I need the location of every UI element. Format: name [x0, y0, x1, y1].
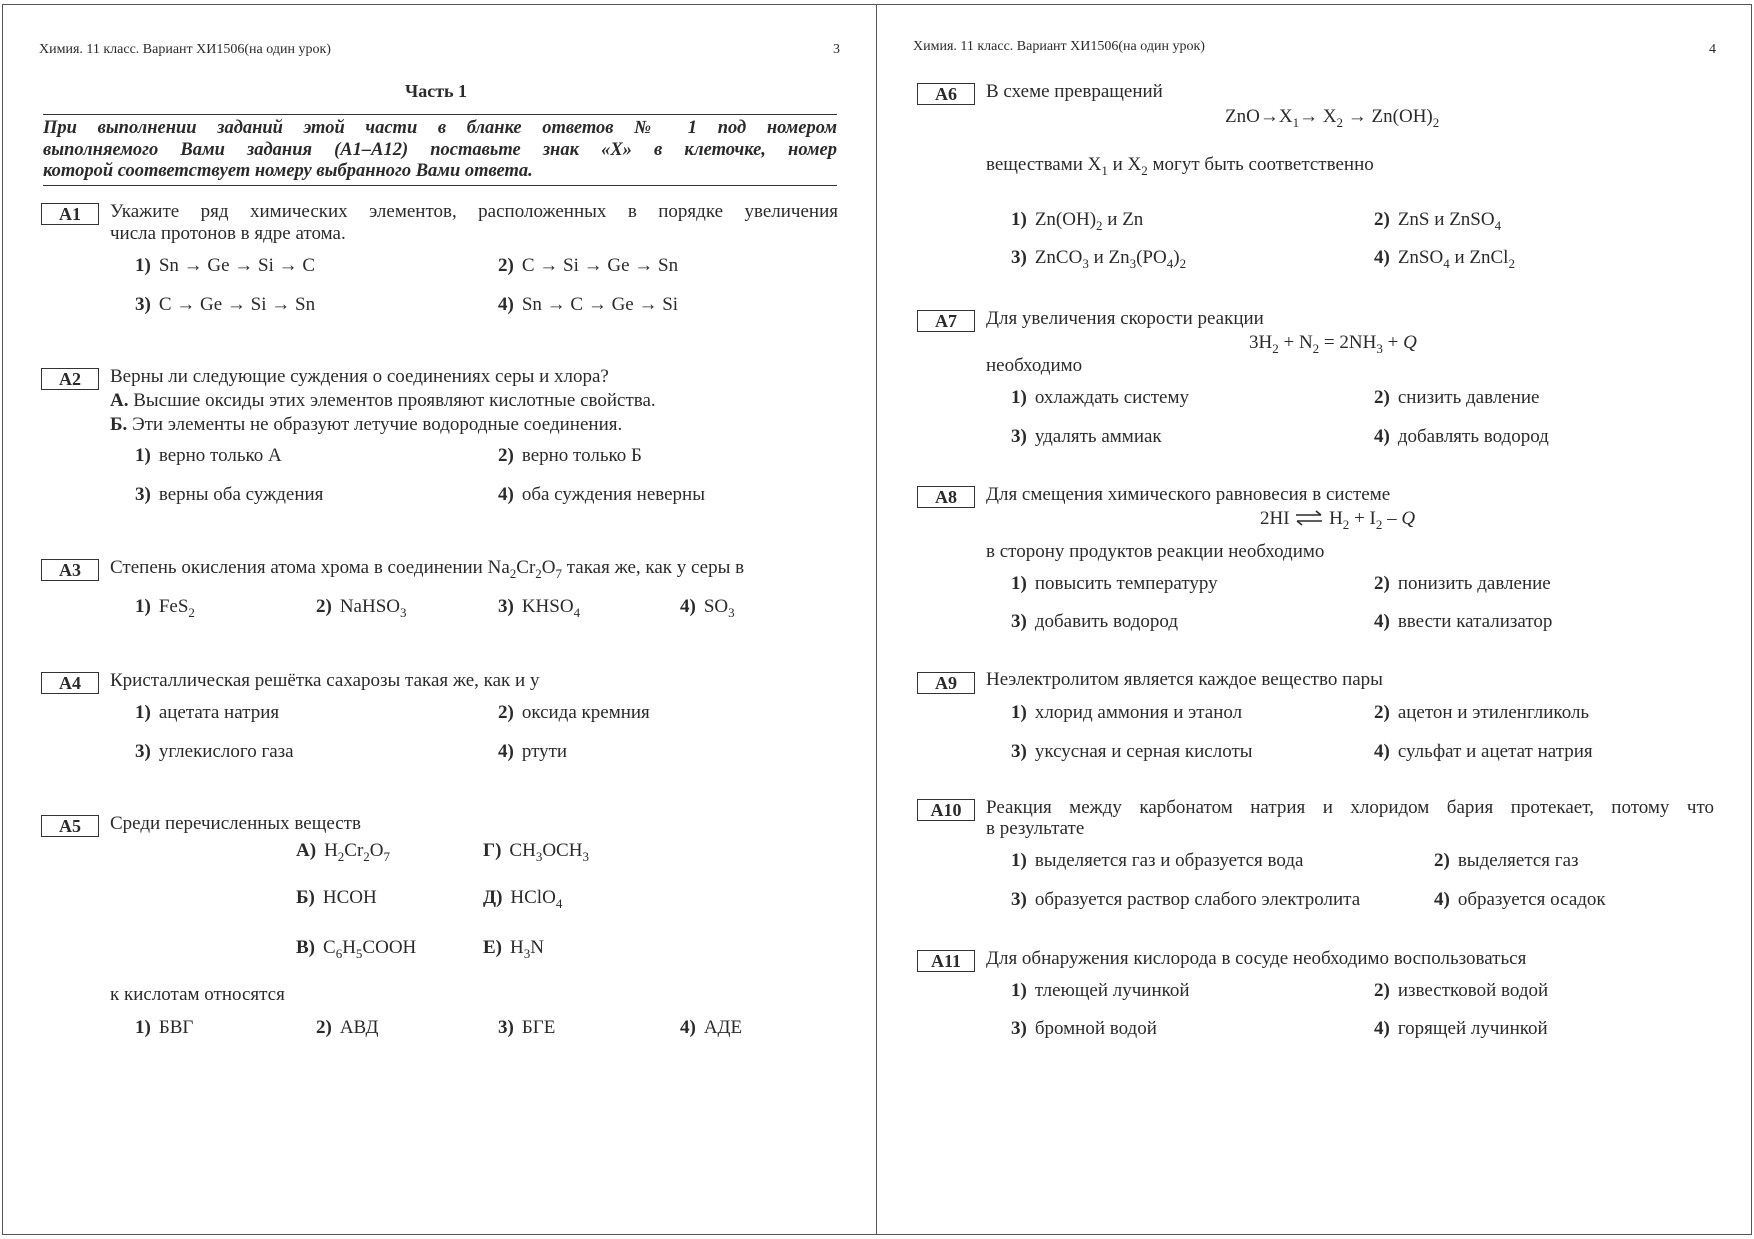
option-text: образуется осадок	[1457, 889, 1606, 910]
option-text: ацетата натрия	[158, 702, 280, 723]
a3-text: Степень окисления атома хрома в соединении $Na_2Cr_2O_7$ такая же, как у серы в	[110, 557, 745, 581]
item-label: А)	[296, 840, 317, 861]
option-number: 2)	[316, 596, 332, 617]
a1-option-2[interactable]	[498, 255, 678, 277]
a6-option-2[interactable]: 2) ZnS и ZnSO$_4$	[1374, 209, 1502, 233]
option-text: ввести катализатор	[1397, 611, 1553, 632]
option-text: снизить давление	[1397, 387, 1540, 408]
question-label-a1: А1	[41, 203, 99, 225]
option-text: C → Si → Ge → Sn	[521, 255, 679, 276]
item-label: Е)	[483, 937, 502, 958]
a1-text-2: числа протонов в ядре атома.	[110, 223, 346, 244]
option-number: 4)	[680, 1017, 696, 1038]
option-text: Sn → C → Ge → Si	[521, 294, 679, 315]
option-number: 2)	[1374, 573, 1390, 594]
option-number: 2)	[1374, 980, 1390, 1001]
rule-bottom	[43, 185, 837, 186]
a9-option-2[interactable]	[1374, 702, 1589, 724]
page-4	[876, 4, 1752, 1235]
option-text: верно только Б	[521, 445, 642, 466]
item-label: Г)	[483, 840, 502, 861]
option-number: 3)	[1011, 1018, 1027, 1039]
question-label-a3: А3	[41, 559, 99, 581]
a11-option-2[interactable]	[1374, 980, 1548, 1002]
a10-option-1[interactable]	[1011, 850, 1303, 872]
statement-text: Высшие оксиды этих элементов проявляют кислотные свойства.	[133, 390, 656, 411]
option-text: оба суждения неверны	[521, 484, 705, 505]
a3-option-2[interactable]: 2) NaHSO$_3$	[316, 596, 407, 620]
option-number: 2)	[1374, 702, 1390, 723]
option-number: 3)	[135, 484, 151, 505]
statement-text: Эти элементы не образуют летучие водородные соединения.	[132, 414, 623, 435]
option-number: 1)	[135, 702, 151, 723]
instruction-line: При выполнении заданий этой части в бланке ответов № 1 под номером	[43, 118, 837, 138]
a4-option-2[interactable]	[498, 702, 650, 724]
option-text: и	[1454, 247, 1465, 268]
a5-option-2[interactable]	[316, 1017, 378, 1039]
a2-statement-a	[110, 390, 656, 412]
option-number: 3)	[498, 596, 514, 617]
option-text: выделяется газ и образуется вода	[1034, 850, 1304, 871]
question-label-a5: А5	[41, 815, 99, 837]
option-number: 3)	[498, 1017, 514, 1038]
a8-equation: 2HI $H_2 + I_2 - Q$	[1260, 508, 1416, 532]
a7-text-2: необходимо	[986, 355, 1083, 376]
option-text: и	[1107, 209, 1118, 230]
option-number: 4)	[498, 484, 514, 505]
a5-item-a: А) $H_2Cr_2O_7$	[296, 840, 391, 864]
a6-option-3[interactable]: 3) ZnCO$_3$ и $Zn_3(PO_4)_2$	[1011, 247, 1187, 271]
option-text: верно только А	[158, 445, 282, 466]
statement-label: А.	[110, 390, 129, 411]
question-label-a10: А10	[917, 799, 975, 821]
a8-option-4[interactable]	[1374, 611, 1552, 633]
option-text: понизить давление	[1397, 573, 1551, 594]
option-number: 2)	[498, 445, 514, 466]
option-number: 4)	[1374, 1018, 1390, 1039]
option-text: известковой водой	[1397, 980, 1549, 1001]
a10-option-4[interactable]	[1434, 889, 1606, 911]
a7-equation: $3H_2 + N_2 = 2NH_3 + Q$	[1249, 332, 1417, 356]
a6-scheme: $ZnO\to X_1\to X_2 \to Zn(OH)_2$	[1225, 106, 1440, 130]
instruction-line: которой соответствует номеру выбранного Вами ответа.	[43, 161, 533, 181]
a2-text: Верны ли следующие суждения о соединениях серы и хлора?	[110, 366, 609, 387]
option-number: 3)	[1011, 247, 1027, 268]
a2-option-4[interactable]	[498, 484, 705, 506]
question-label-a2: А2	[41, 368, 99, 390]
option-number: 4)	[1374, 611, 1390, 632]
item-label: Б)	[296, 887, 315, 908]
option-text: тлеющей лучинкой	[1034, 980, 1190, 1001]
option-text: оксида кремния	[521, 702, 650, 723]
option-number: 1)	[135, 596, 151, 617]
option-text: C → Ge → Si → Sn	[158, 294, 316, 315]
option-text: и	[1434, 209, 1445, 230]
a2-option-2[interactable]	[498, 445, 642, 467]
a8-text-2: в сторону продуктов реакции необходимо	[986, 541, 1325, 562]
option-number: 4)	[680, 596, 696, 617]
question-label-a11: А11	[917, 950, 975, 972]
option-number: 3)	[1011, 426, 1027, 447]
option-text: ацетон и этиленгликоль	[1397, 702, 1590, 723]
a1-option-1[interactable]	[135, 255, 315, 277]
item-label: Д)	[483, 887, 503, 908]
a1-text-1: Укажите ряд химических элементов, расположенных в порядке увеличения	[110, 201, 838, 222]
option-text: удалять аммиак	[1034, 426, 1162, 447]
option-text: БВГ	[158, 1017, 194, 1038]
a7-option-2[interactable]	[1374, 387, 1540, 409]
option-number: 4)	[1434, 889, 1450, 910]
option-number: 2)	[316, 1017, 332, 1038]
option-number: 4)	[1374, 741, 1390, 762]
option-text: горящей лучинкой	[1397, 1018, 1548, 1039]
option-number: 2)	[1374, 387, 1390, 408]
a3-text-post: такая же, как у серы в	[566, 557, 745, 578]
option-text: углекислого газа	[158, 741, 294, 762]
item-label: В)	[296, 937, 315, 958]
a3-text-pre: Степень окисления атома хрома в соединении	[110, 557, 483, 578]
option-number: 1)	[1011, 573, 1027, 594]
option-number: 1)	[135, 445, 151, 466]
page-number: 3	[833, 42, 840, 57]
a5-item-g: Г) $CH_3OCH_3$	[483, 840, 589, 864]
a6-text2-post: могут быть соответственно	[1152, 154, 1374, 175]
a1-option-4[interactable]	[498, 294, 678, 316]
option-number: 3)	[135, 294, 151, 315]
option-text: уксусная и серная кислоты	[1034, 741, 1253, 762]
option-text: добавлять водород	[1397, 426, 1549, 447]
a11-option-3[interactable]	[1011, 1018, 1157, 1040]
a10-text-1: Реакция между карбонатом натрия и хлоридом бария протекает, потому что	[986, 797, 1714, 818]
a5-option-4[interactable]	[680, 1017, 742, 1039]
option-number: 2)	[498, 702, 514, 723]
option-text: охлаждать систему	[1034, 387, 1190, 408]
option-number: 1)	[135, 1017, 151, 1038]
a2-option-1[interactable]	[135, 445, 282, 467]
rule-top	[43, 114, 837, 115]
option-text: верны оба суждения	[158, 484, 324, 505]
a5-item-d: Д) HClO$_4$	[483, 887, 563, 911]
a8-text: Для смещения химического равновесия в системе	[986, 484, 1391, 505]
a2-option-3[interactable]	[135, 484, 323, 506]
a3-option-4[interactable]: 4) $SO_3$	[680, 596, 735, 620]
question-label-a4: А4	[41, 672, 99, 694]
option-number: 2)	[498, 255, 514, 276]
option-text: бромной водой	[1034, 1018, 1157, 1039]
equilibrium-arrows-icon	[1294, 510, 1324, 532]
a11-text: Для обнаружения кислорода в сосуде необходимо воспользоваться	[986, 948, 1527, 969]
option-number: 3)	[1011, 741, 1027, 762]
a5-item-b	[296, 887, 377, 909]
a9-option-1[interactable]	[1011, 702, 1242, 724]
option-text: сульфат и ацетат натрия	[1397, 741, 1593, 762]
option-number: 4)	[498, 741, 514, 762]
option-number: 1)	[1011, 980, 1027, 1001]
option-number: 1)	[1011, 850, 1027, 871]
option-number: 3)	[135, 741, 151, 762]
part-title: Часть 1	[405, 81, 468, 101]
a8-option-3[interactable]	[1011, 611, 1178, 633]
a6-text2-pre: веществами X	[986, 154, 1102, 175]
a11-option-4[interactable]	[1374, 1018, 1548, 1040]
option-number: 1)	[135, 255, 151, 276]
a5-option-3[interactable]	[498, 1017, 555, 1039]
a6-option-4[interactable]: 4) ZnSO$_4$ и ZnCl$_2$	[1374, 247, 1515, 271]
a3-option-1[interactable]: 1) FeS$_2$	[135, 596, 195, 620]
option-number: 3)	[1011, 611, 1027, 632]
item-formula: COOH	[362, 937, 417, 958]
option-number: 1)	[1011, 702, 1027, 723]
a4-option-3[interactable]	[135, 741, 294, 763]
a7-option-4[interactable]	[1374, 426, 1549, 448]
a9-option-3[interactable]	[1011, 741, 1253, 763]
question-label-a6: А6	[917, 83, 975, 105]
option-number: 2)	[1434, 850, 1450, 871]
page-3	[2, 4, 878, 1235]
a10-option-2[interactable]	[1434, 850, 1579, 872]
a6-text2-mid: и X	[1112, 154, 1142, 175]
option-text: ртути	[521, 741, 568, 762]
a5-item-e: Е) $H_3N$	[483, 937, 544, 961]
option-text: образуется раствор слабого электролита	[1034, 889, 1361, 910]
page-header: Химия. 11 класс. Вариант ХИ1506(на один урок)	[39, 42, 331, 57]
a8-option-2[interactable]	[1374, 573, 1551, 595]
option-text: выделяется газ	[1457, 850, 1579, 871]
option-number: 4)	[498, 294, 514, 315]
a6-text-2: веществами $X_1$ и $X_2$ могут быть соответственно	[986, 154, 1374, 178]
a4-option-4[interactable]	[498, 741, 567, 763]
option-text: добавить водород	[1034, 611, 1179, 632]
a10-option-3[interactable]	[1011, 889, 1360, 911]
a5-tail: к кислотам относятся	[110, 984, 285, 1005]
option-number: 4)	[1374, 426, 1390, 447]
a4-option-1[interactable]	[135, 702, 279, 724]
option-text: Sn → Ge → Si → C	[158, 255, 316, 276]
a10-text-2: в результате	[986, 818, 1085, 839]
page-number: 4	[1709, 42, 1716, 57]
option-text: БГЕ	[521, 1017, 556, 1038]
option-text: АВД	[339, 1017, 379, 1038]
instruction-line: выполняемого Вами задания (А1–А12) поставьте знак «X» в клеточке, номер	[43, 139, 837, 160]
question-label-a9: А9	[917, 672, 975, 694]
page-header: Химия. 11 класс. Вариант ХИ1506(на один урок)	[913, 39, 1205, 54]
a9-option-4[interactable]	[1374, 741, 1593, 763]
a1-option-3[interactable]	[135, 294, 315, 316]
a6-option-1[interactable]: 1) $Zn(OH)_2$ и Zn	[1011, 209, 1144, 233]
a4-text: Кристаллическая решётка сахарозы такая же, как и у	[110, 670, 540, 691]
a7-option-1[interactable]	[1011, 387, 1189, 409]
a3-option-3[interactable]: 3) $KHSO_4$	[498, 596, 581, 620]
statement-label: Б.	[110, 414, 128, 435]
option-number: 1)	[1011, 209, 1027, 230]
a6-text: В схеме превращений	[986, 81, 1163, 102]
a7-option-3[interactable]	[1011, 426, 1162, 448]
option-number: 3)	[1011, 889, 1027, 910]
option-text: АДЕ	[703, 1017, 743, 1038]
a5-item-v: В) $C_6H_5COOH$	[296, 937, 417, 961]
a7-text: Для увеличения скорости реакции	[986, 308, 1264, 329]
option-number: 4)	[1374, 247, 1390, 268]
option-number: 1)	[1011, 387, 1027, 408]
a9-text: Неэлектролитом является каждое вещество пары	[986, 669, 1383, 690]
a11-option-1[interactable]	[1011, 980, 1190, 1002]
option-text: и	[1093, 247, 1104, 268]
a5-text: Среди перечисленных веществ	[110, 813, 361, 834]
a5-option-1[interactable]	[135, 1017, 193, 1039]
item-formula: HCOH	[322, 887, 377, 908]
instruction	[43, 118, 837, 183]
option-number: 2)	[1374, 209, 1390, 230]
option-text: хлорид аммония и этанол	[1034, 702, 1243, 723]
option-text: повысить температуру	[1034, 573, 1218, 594]
question-label-a7: А7	[917, 310, 975, 332]
question-label-a8: А8	[917, 486, 975, 508]
a2-statement-b	[110, 414, 622, 436]
a8-option-1[interactable]	[1011, 573, 1218, 595]
